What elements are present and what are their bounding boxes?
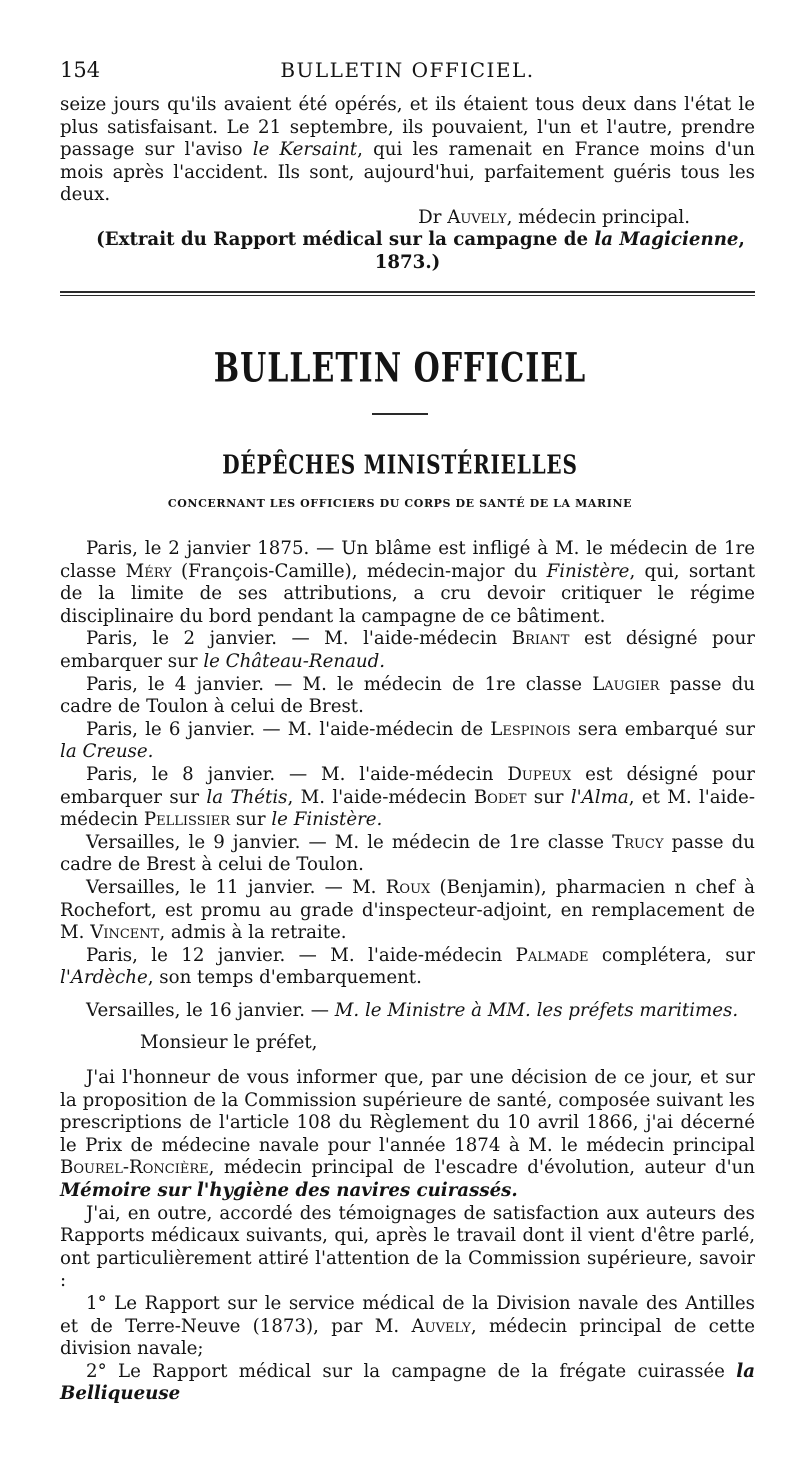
text-run: Paris, le 4 janvier. — M. le médecin de 1re classe	[86, 673, 593, 695]
letter-paragraph: J'ai, en outre, accordé des témoignages de satisfaction aux auteurs des Rapports médicaux suivants, qui, après le travail dont il vient d'être parlé, ont particulièrement attiré l'attention de la Commission supérieure, savoir :	[60, 1202, 755, 1292]
dispatch-entry	[60, 1000, 755, 1023]
text-run: , et M. l'aide-médecin	[60, 786, 755, 831]
text-run: sur	[526, 786, 571, 808]
dispatch-entry	[60, 832, 755, 877]
text-run: , qui les ramenait en France moins d'un mois après l'accident. Ils sont, aujourd'hui, parfaitement guéris tous les deux.	[60, 139, 755, 205]
ship-name: Finistère	[546, 560, 630, 582]
dispatch-entry	[60, 538, 755, 628]
dispatch-entry	[60, 877, 755, 945]
person-name: Laugier	[592, 673, 660, 695]
continuation-text	[60, 94, 755, 274]
dispatch-entry	[60, 945, 755, 990]
text-run: J'ai l'honneur de vous informer que, par une décision de ce jour, et sur la proposition de la Commission supérieure de santé, composée suivant les prescriptions de l'article 108 du Règlement du 10 avril 1866, j'ai décerné le Prix de médecine navale pour l'année 1874 à M. le médecin principal	[60, 1067, 755, 1156]
text-run: est désigné pour embarquer sur	[60, 763, 755, 808]
text-run: sur	[230, 809, 272, 831]
person-name: Vincent	[90, 922, 160, 944]
ship-name: la Belliqueuse	[60, 1360, 755, 1405]
section-subtitle: DÉPÊCHES MINISTÉRIELLES	[222, 449, 578, 481]
signature-title: Dr	[418, 206, 442, 228]
ship-name: le Finistère.	[271, 809, 383, 831]
dispatch-entry	[60, 719, 755, 764]
text-run: , admis à la retraite.	[159, 922, 347, 944]
page-header	[60, 58, 755, 88]
ship-name: l'Alma	[570, 786, 629, 808]
text-run: seize jours qu'ils avaient été opérés, et ils étaient tous deux dans l'état le plus satisfaisant. Le 21 septembre, ils pouvaient, l'un et l'autre, prendre passage sur l'aviso	[60, 94, 755, 160]
person-name: Dupeux	[507, 763, 572, 785]
text-run: Versailles, le 11 janvier. — M.	[86, 876, 386, 898]
dispatch-entry	[60, 674, 755, 719]
addressee: M. le Ministre à MM. les préfets maritimes.	[334, 999, 739, 1021]
text-run: , médecin principal de l'escadre d'évolution, auteur d'un	[208, 1157, 755, 1179]
signature-name: Auvely	[447, 206, 507, 228]
letter-paragraph	[60, 1067, 755, 1203]
person-name: Auvely	[411, 1315, 471, 1337]
ship-name: la Thétis	[206, 786, 288, 808]
text-run: (Extrait du Rapport médical sur la campagne de	[96, 229, 595, 250]
text-run: , médecin principal de cette division navale;	[60, 1315, 755, 1360]
ship-name: la Magicienne	[594, 229, 739, 250]
person-name: Briant	[511, 628, 570, 650]
ship-name: l'Ardèche	[60, 967, 148, 989]
person-name: Lespinois	[490, 718, 571, 740]
extract-note	[60, 229, 755, 274]
ship-name: la Creuse.	[60, 741, 154, 763]
person-name: Pellissier	[143, 809, 231, 831]
text-run: sera embarqué sur	[570, 718, 755, 740]
text-run: Paris, le 8 janvier. — M. l'aide-médecin	[86, 763, 508, 785]
text-run: 1° Le Rapport sur le service médical de la Division navale des Antilles et de Terre-Neuve (1873), par M.	[60, 1293, 755, 1337]
list-item	[60, 1293, 755, 1361]
text-run: Paris, le 6 janvier. — M. l'aide-médecin de	[86, 718, 491, 740]
text-run: passe du cadre de Brest à celui de Toulon.	[60, 831, 755, 876]
page-number: 154	[60, 58, 101, 82]
text-run: Paris, le 2 janvier 1875. — Un blâme est infligé à M. le médecin de 1re classe	[60, 538, 755, 582]
signature-role: , médecin principal.	[506, 206, 690, 228]
text-run: Paris, le 2 janvier. — M. l'aide-médecin	[86, 628, 512, 650]
person-name: Bodet	[473, 786, 527, 808]
dispatch-list	[60, 538, 755, 1406]
person-name: Bourel-Roncière	[60, 1157, 209, 1179]
text-run: , son temps d'embarquement.	[147, 967, 422, 989]
text-run: est désigné pour embarquer sur	[60, 628, 755, 672]
work-title: Mémoire sur l'hygiène des navires cuirassés.	[60, 1180, 518, 1202]
text-run: (Benjamin), pharmacien n chef à Rochefort, est promu au grade d'inspecteur-adjoint, en remplacement de M.	[60, 876, 755, 944]
text-run: , 1873.)	[374, 229, 745, 273]
list-item	[60, 1361, 755, 1406]
text-run: passe du cadre de Toulon à celui de Brest.	[60, 673, 755, 718]
text-run: , qui, sortant de la limite de ses attributions, a cru devoir critiquer le régime disciplinaire du bord pendant la campagne de ce bâtiment.	[60, 560, 756, 627]
continuation-paragraph	[60, 94, 755, 207]
person-name: Roux	[385, 876, 431, 898]
title-rule	[372, 413, 428, 415]
person-name: Trucy	[612, 831, 664, 853]
text-run: , M. l'aide-médecin	[287, 786, 474, 808]
ship-name: le Château-Renaud.	[203, 650, 386, 672]
section-title: BULLETIN OFFICIEL	[213, 345, 587, 393]
text-run: Versailles, le 9 janvier. — M. le médecin de 1re classe	[86, 831, 613, 853]
text-run: Versailles, le 16 janvier. —	[86, 999, 335, 1021]
text-run: complétera, sur	[588, 944, 755, 966]
text-run: 2° Le Rapport médical sur la campagne de la frégate cuirassée	[86, 1360, 737, 1382]
dispatch-entry	[60, 764, 755, 832]
text-run: (François-Camille), médecin-major du	[171, 560, 547, 582]
signature	[60, 207, 755, 230]
person-name: Méry	[125, 560, 172, 582]
dispatch-entry	[60, 628, 755, 673]
section-subsubtitle: CONCERNANT LES OFFICIERS DU CORPS DE SANTÉ DE LA MARINE	[167, 497, 633, 510]
person-name: Palmade	[515, 944, 589, 966]
ship-name: le Kersaint	[252, 139, 358, 160]
section-divider	[60, 291, 755, 296]
salutation: Monsieur le préfet,	[140, 1032, 318, 1054]
running-title: BULLETIN OFFICIEL.	[280, 58, 535, 82]
text-run: Paris, le 12 janvier. — M. l'aide-médecin	[86, 944, 516, 966]
